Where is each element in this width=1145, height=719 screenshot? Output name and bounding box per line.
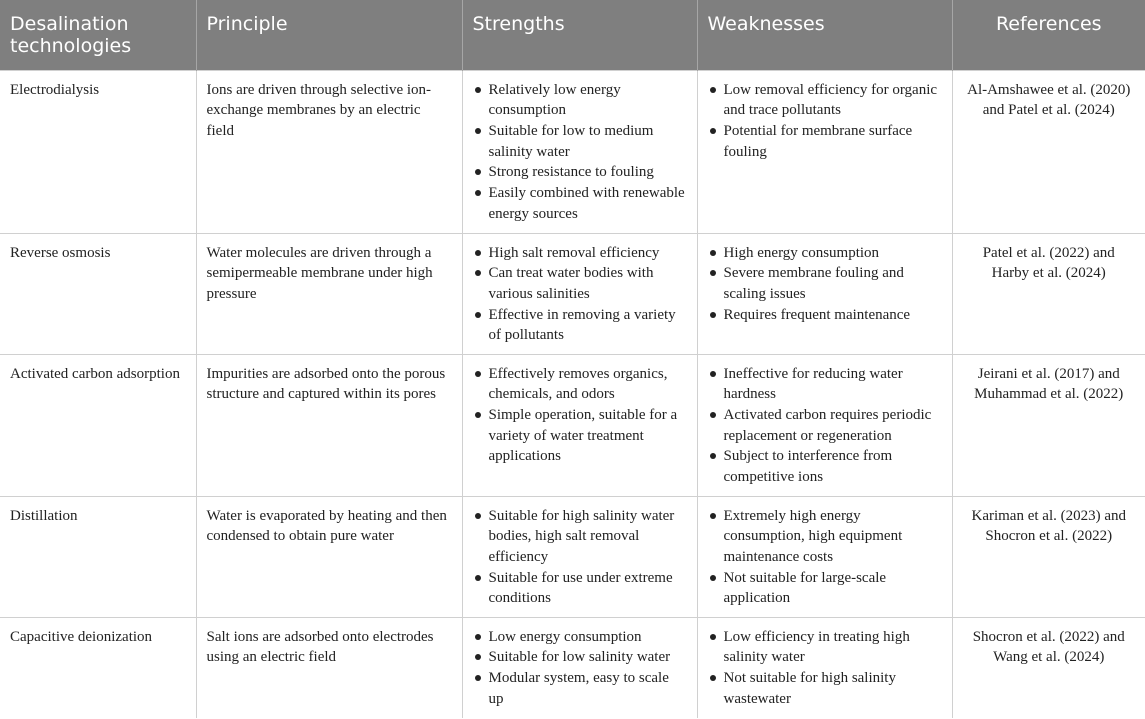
list-item: Subject to interference from competitive ions xyxy=(708,446,942,487)
list-item: Requires frequent maintenance xyxy=(708,305,942,326)
technology-cell: Reverse osmosis xyxy=(0,233,196,354)
list-item: Suitable for high salinity water bodies, high salt removal efficiency xyxy=(473,506,687,568)
weaknesses-list xyxy=(708,627,942,710)
list-item: Not suitable for large-scale application xyxy=(708,568,942,609)
strengths-cell xyxy=(462,233,697,354)
strengths-cell xyxy=(462,617,697,718)
strengths-list xyxy=(473,627,687,710)
technology-cell: Electrodialysis xyxy=(0,70,196,233)
table-row xyxy=(0,233,1145,354)
list-item: Effective in removing a variety of pollutants xyxy=(473,305,687,346)
table-row xyxy=(0,617,1145,718)
list-item: Low efficiency in treating high salinity water xyxy=(708,627,942,668)
references-cell: Shocron et al. (2022) and Wang et al. (2024) xyxy=(952,617,1145,718)
list-item: Ineffective for reducing water hardness xyxy=(708,364,942,405)
list-item: Easily combined with renewable energy sources xyxy=(473,183,687,224)
strengths-cell xyxy=(462,496,697,617)
list-item: Low removal efficiency for organic and trace pollutants xyxy=(708,80,942,121)
list-item: High energy consumption xyxy=(708,243,942,264)
list-item: High salt removal efficiency xyxy=(473,243,687,264)
header-weaknesses: Weaknesses xyxy=(697,0,952,70)
strengths-cell xyxy=(462,70,697,233)
weaknesses-list xyxy=(708,80,942,163)
list-item: Suitable for low to medium salinity water xyxy=(473,121,687,162)
list-item: Potential for membrane surface fouling xyxy=(708,121,942,162)
list-item: Effectively removes organics, chemicals, and odors xyxy=(473,364,687,405)
references-cell: Kariman et al. (2023) and Shocron et al. (2022) xyxy=(952,496,1145,617)
principle-cell: Salt ions are adsorbed onto electrodes using an electric field xyxy=(196,617,462,718)
strengths-cell xyxy=(462,354,697,496)
header-desalination-technologies: Desalination technologies xyxy=(0,0,196,70)
weaknesses-list xyxy=(708,243,942,326)
list-item: Not suitable for high salinity wastewater xyxy=(708,668,942,709)
list-item: Suitable for use under extreme conditions xyxy=(473,568,687,609)
table-body xyxy=(0,70,1145,718)
weaknesses-list xyxy=(708,506,942,610)
list-item: Severe membrane fouling and scaling issues xyxy=(708,263,942,304)
weaknesses-cell xyxy=(697,617,952,718)
principle-cell: Impurities are adsorbed onto the porous structure and captured within its pores xyxy=(196,354,462,496)
principle-cell: Ions are driven through selective ion-exchange membranes by an electric field xyxy=(196,70,462,233)
list-item: Relatively low energy consumption xyxy=(473,80,687,121)
technology-cell: Activated carbon adsorption xyxy=(0,354,196,496)
weaknesses-cell xyxy=(697,354,952,496)
strengths-list xyxy=(473,364,687,468)
table-row xyxy=(0,496,1145,617)
weaknesses-cell xyxy=(697,496,952,617)
weaknesses-cell xyxy=(697,233,952,354)
header-row xyxy=(0,0,1145,70)
table-row xyxy=(0,70,1145,233)
weaknesses-cell xyxy=(697,70,952,233)
strengths-list xyxy=(473,243,687,347)
principle-cell: Water is evaporated by heating and then condensed to obtain pure water xyxy=(196,496,462,617)
weaknesses-list xyxy=(708,364,942,488)
references-cell: Jeirani et al. (2017) and Muhammad et al. (2022) xyxy=(952,354,1145,496)
list-item: Simple operation, suitable for a variety of water treatment applications xyxy=(473,405,687,467)
list-item: Can treat water bodies with various salinities xyxy=(473,263,687,304)
list-item: Activated carbon requires periodic replacement or regeneration xyxy=(708,405,942,446)
list-item: Suitable for low salinity water xyxy=(473,647,687,668)
strengths-list xyxy=(473,506,687,610)
table-header xyxy=(0,0,1145,70)
header-strengths: Strengths xyxy=(462,0,697,70)
strengths-list xyxy=(473,80,687,225)
technology-cell: Capacitive deionization xyxy=(0,617,196,718)
header-principle: Principle xyxy=(196,0,462,70)
table-row xyxy=(0,354,1145,496)
principle-cell: Water molecules are driven through a semipermeable membrane under high pressure xyxy=(196,233,462,354)
technology-cell: Distillation xyxy=(0,496,196,617)
list-item: Low energy consumption xyxy=(473,627,687,648)
list-item: Strong resistance to fouling xyxy=(473,162,687,183)
references-cell: Al-Amshawee et al. (2020) and Patel et al. (2024) xyxy=(952,70,1145,233)
list-item: Modular system, easy to scale up xyxy=(473,668,687,709)
list-item: Extremely high energy consumption, high equipment maintenance costs xyxy=(708,506,942,568)
header-references: References xyxy=(952,0,1145,70)
references-cell: Patel et al. (2022) and Harby et al. (2024) xyxy=(952,233,1145,354)
